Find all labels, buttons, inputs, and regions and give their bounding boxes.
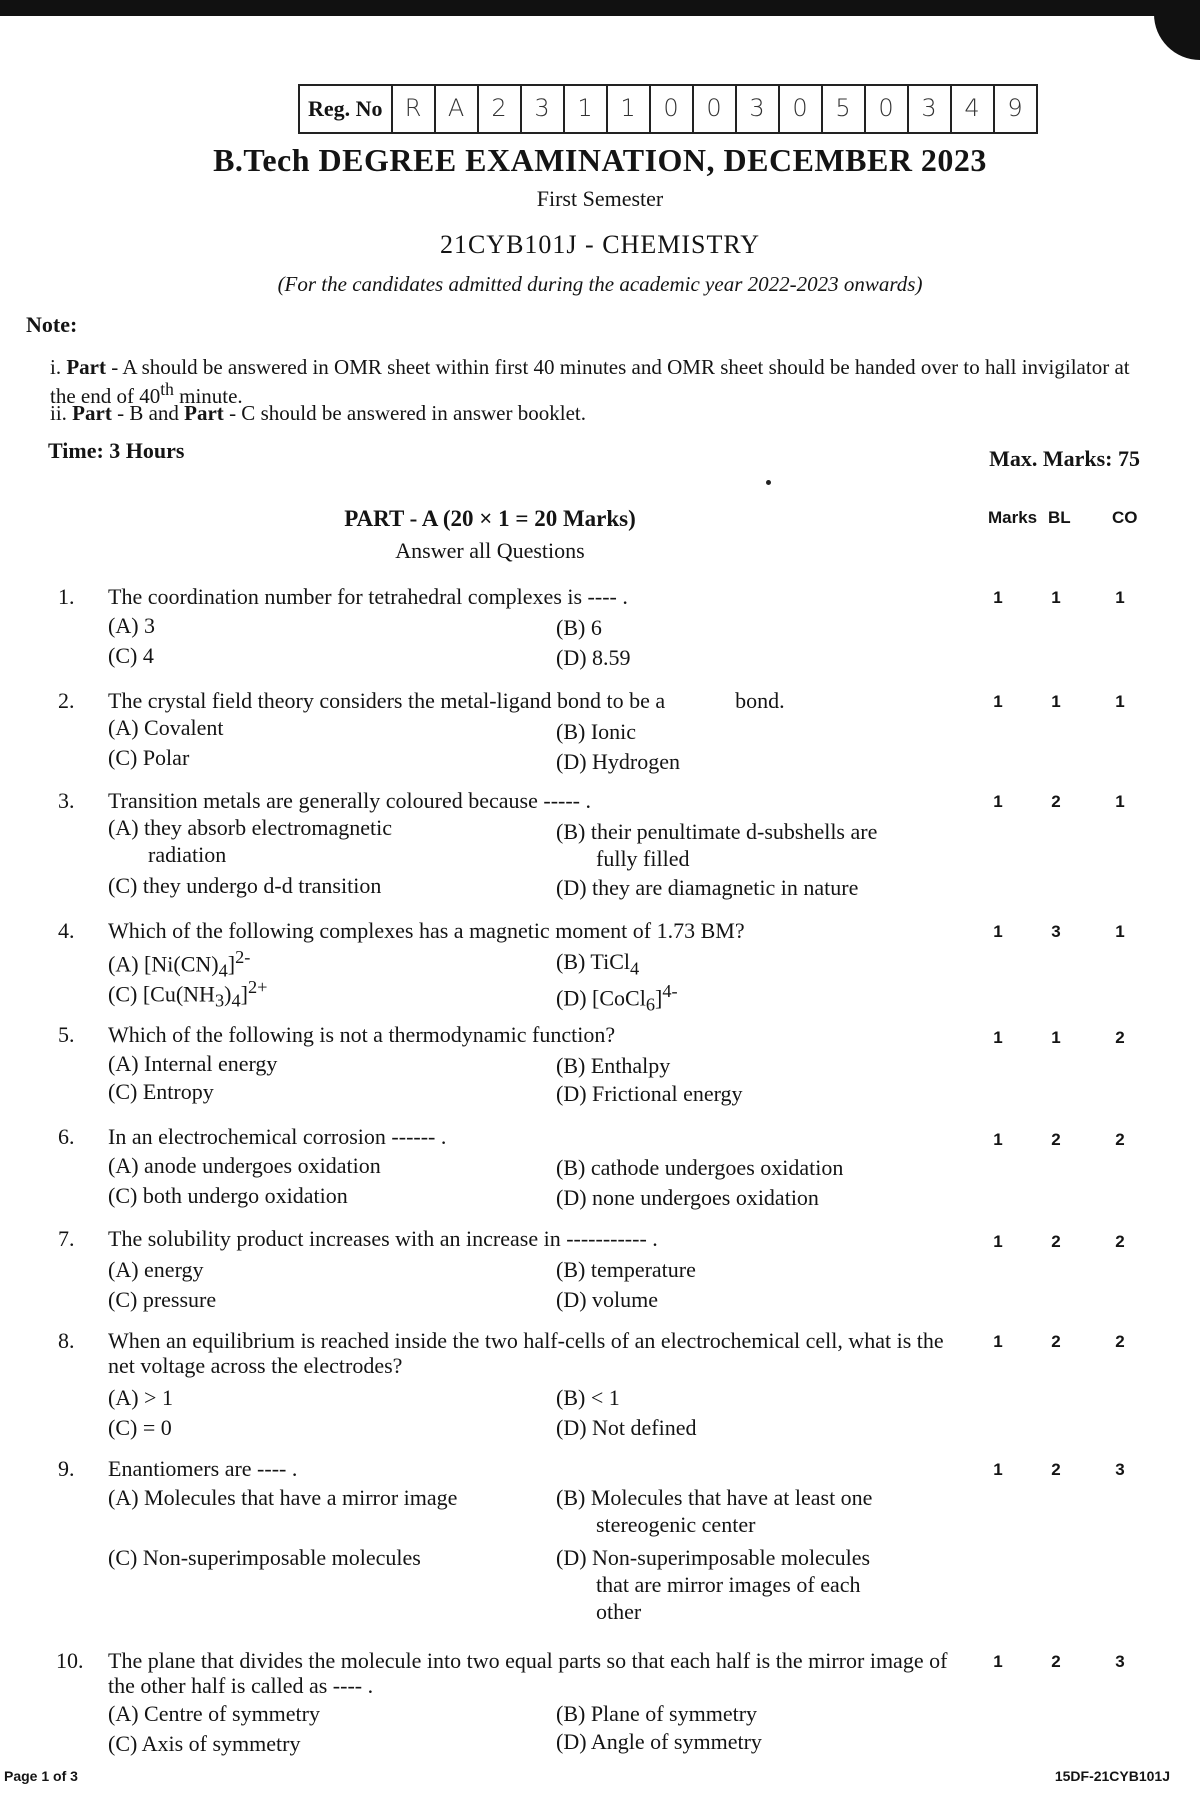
co-value: 2	[1115, 1028, 1125, 1047]
formula-sub: 6	[645, 994, 655, 1015]
question-number: 8.	[58, 1328, 75, 1353]
reg-digit: 5	[823, 86, 866, 132]
reg-digit: 3	[737, 86, 780, 132]
bl-value: 2	[1051, 1652, 1061, 1671]
option-d: (D) volume	[556, 1287, 659, 1312]
question-number: 10.	[56, 1648, 84, 1673]
reg-number-box	[298, 84, 1038, 134]
option-d	[556, 978, 956, 1019]
option-b: (B) Ionic	[556, 719, 637, 744]
option-c: (C) Non-superimposable molecules	[108, 1545, 421, 1570]
question-text: Which of the following is not a thermodynamic function?	[108, 1022, 616, 1047]
bl-value: 1	[1051, 692, 1061, 711]
question-text: Transition metals are generally coloured because ----- .	[108, 788, 592, 813]
question-number: 5.	[58, 1022, 75, 1047]
co-value: 3	[1115, 1652, 1125, 1671]
marks-value: 1	[993, 1130, 1003, 1149]
reg-digit: 0	[780, 86, 823, 132]
option-c	[108, 974, 528, 1015]
note-part: Part	[72, 401, 112, 425]
co-value: 2	[1115, 1232, 1125, 1251]
option-b: (B) Enthalpy	[556, 1053, 671, 1078]
ink-dot	[766, 480, 771, 485]
option-d-line-3: other	[596, 1599, 642, 1624]
option-c: (C) Polar	[108, 745, 190, 770]
formula-text: )	[224, 981, 232, 1007]
formula-text: ]	[240, 981, 248, 1007]
formula-sup: 2-	[235, 947, 251, 967]
option-a: (A) Centre of symmetry	[108, 1701, 320, 1726]
question-text-main: The crystal field theory considers the metal-ligand bond to be a	[108, 688, 666, 713]
part-a-subtitle: Answer all Questions	[395, 538, 585, 563]
co-value: 3	[1115, 1460, 1125, 1479]
note-item-1	[50, 356, 1160, 407]
marks-value: 1	[993, 792, 1003, 811]
option-b-line-1: (B) Molecules that have at least one	[556, 1485, 873, 1510]
formula-sub: 4	[231, 990, 241, 1011]
option-b	[556, 1484, 956, 1538]
bl-value: 2	[1051, 1332, 1061, 1351]
option-c: (C) 4	[108, 643, 154, 668]
question-number: 7.	[58, 1226, 75, 1251]
reg-digit: R	[393, 86, 436, 132]
question-text: When an equilibrium is reached inside the two half-cells of an electrochemical cell, what is the net voltage across the electrodes?	[108, 1328, 944, 1378]
question-text: The solubility product increases with an increase in ----------- .	[108, 1226, 658, 1251]
note-num: ii.	[50, 401, 67, 425]
reg-label: Reg. No	[300, 86, 393, 132]
reg-digit: 1	[565, 86, 608, 132]
formula-text: (A) [Ni(CN)	[108, 951, 219, 977]
formula-text: (D) [CoCl	[556, 985, 646, 1011]
question-number: 4.	[58, 918, 75, 943]
marks-value: 1	[993, 922, 1003, 941]
question-number: 6.	[58, 1124, 75, 1149]
formula-sub: 4	[218, 960, 228, 981]
option-d-line-1: (D) Non-superimposable molecules	[556, 1545, 871, 1570]
reg-digit: 0	[866, 86, 909, 132]
option-d: (D) Frictional energy	[556, 1081, 743, 1106]
semester: First Semester	[536, 186, 664, 211]
option-b: (B) < 1	[556, 1385, 620, 1410]
col-header-marks: Marks	[988, 508, 1038, 527]
marks-value: 1	[993, 588, 1003, 607]
option-c: (C) = 0	[108, 1415, 172, 1440]
question-text	[108, 688, 958, 713]
option-a: (A) 3	[108, 613, 156, 638]
max-marks: Max. Marks: 75	[989, 446, 1140, 471]
co-value: 2	[1115, 1332, 1125, 1351]
option-a: (A) energy	[108, 1257, 204, 1282]
note-text: - C should be answered in answer booklet.	[223, 401, 586, 425]
option-b: (B) 6	[556, 615, 602, 640]
option-c: (C) Entropy	[108, 1079, 214, 1104]
marks-value: 1	[993, 1232, 1003, 1251]
option-a-line-1: (A) they absorb electromagnetic	[108, 815, 393, 840]
note-text: - B and	[111, 401, 185, 425]
option-c: (C) Axis of symmetry	[108, 1731, 301, 1756]
option-a: (A) Covalent	[108, 715, 224, 740]
option-d: (D) none undergoes oxidation	[556, 1185, 819, 1210]
page-number: Page 1 of 3	[4, 1768, 78, 1784]
formula-text: ]	[655, 985, 663, 1011]
option-a: (A) > 1	[108, 1385, 173, 1410]
option-d: (D) they are diamagnetic in nature	[556, 875, 859, 900]
option-a: (A) Molecules that have a mirror image	[108, 1485, 458, 1510]
paper-code: 15DF-21CYB101J	[1054, 1768, 1170, 1784]
part-a-title: PART - A (20 × 1 = 20 Marks)	[344, 506, 636, 531]
note-sup: th	[160, 379, 174, 399]
question-number: 2.	[58, 688, 75, 713]
exam-title: B.Tech DEGREE EXAMINATION, DECEMBER 2023	[213, 142, 987, 178]
formula-sub: 3	[214, 990, 225, 1011]
option-b-line-2: fully filled	[596, 846, 690, 871]
marks-value: 1	[993, 1460, 1003, 1479]
option-b: (B) Plane of symmetry	[556, 1701, 758, 1726]
option-a	[108, 814, 528, 868]
bl-value: 3	[1051, 922, 1061, 941]
reg-digit: 0	[651, 86, 694, 132]
option-d: (D) 8.59	[556, 645, 631, 670]
formula-text: (C) [Cu(NH	[108, 981, 215, 1007]
reg-digit: 9	[1007, 94, 1023, 122]
note-title: Note:	[26, 312, 78, 337]
question-number: 9.	[58, 1456, 75, 1481]
admission-note: (For the candidates admitted during the academic year 2022-2023 onwards)	[277, 272, 923, 296]
option-b: (B) temperature	[556, 1257, 696, 1282]
option-a: (A) Internal energy	[108, 1051, 278, 1076]
co-value: 1	[1115, 792, 1125, 811]
option-a: (A) anode undergoes oxidation	[108, 1153, 381, 1178]
note-text: - A should be answered in OMR sheet within first 40 minutes and OMR sheet should be handed over to hall invigilator at the end of 40	[50, 355, 1130, 408]
option-b	[556, 818, 956, 872]
note-part: Part	[184, 401, 224, 425]
option-d: (D) Hydrogen	[556, 749, 681, 774]
option-c: (C) pressure	[108, 1287, 217, 1312]
option-c: (C) they undergo d-d transition	[108, 873, 382, 898]
question-text: The plane that divides the molecule into two equal parts so that each half is the mirror image of the other half is called as ---- .	[108, 1648, 948, 1698]
scan-corner-shadow	[1154, 0, 1200, 60]
option-d: (D) Not defined	[556, 1415, 697, 1440]
exam-time: Time: 3 Hours	[48, 438, 185, 463]
reg-digit: 0	[694, 86, 737, 132]
note-part: Part	[66, 355, 106, 379]
question-text: Which of the following complexes has a magnetic moment of 1.73 BM?	[108, 918, 745, 943]
option-c: (C) both undergo oxidation	[108, 1183, 348, 1208]
question-number: 3.	[58, 788, 75, 813]
note-item-2	[50, 402, 1160, 424]
note-text: minute.	[173, 384, 243, 408]
bl-value: 2	[1051, 1232, 1061, 1251]
formula-sup: 2+	[247, 977, 268, 997]
question-number: 1.	[58, 584, 75, 609]
bl-value: 1	[1051, 588, 1061, 607]
bl-value: 2	[1051, 1460, 1061, 1479]
marks-value: 1	[993, 1652, 1003, 1671]
reg-digit: 3	[909, 86, 952, 132]
co-value: 1	[1115, 692, 1125, 711]
option-d	[556, 1544, 956, 1625]
reg-digit: 4	[952, 86, 995, 132]
reg-digit: 3	[522, 86, 565, 132]
co-value: 1	[1115, 588, 1125, 607]
bl-value: 2	[1051, 792, 1061, 811]
bl-value: 1	[1051, 1028, 1061, 1047]
question-text: Enantiomers are ---- .	[108, 1456, 298, 1481]
course-code: 21CYB101J - CHEMISTRY	[439, 230, 761, 259]
formula-text: (B) TiCl	[556, 949, 630, 974]
bl-value: 2	[1051, 1130, 1061, 1149]
question-text: In an electrochemical corrosion ------ .	[108, 1124, 447, 1149]
marks-value: 1	[993, 1028, 1003, 1047]
reg-digit: 1	[608, 86, 651, 132]
co-value: 2	[1115, 1130, 1125, 1149]
option-d: (D) Angle of symmetry	[556, 1729, 762, 1754]
option-b-line-1: (B) their penultimate d-subshells are	[556, 819, 878, 844]
col-header-co: CO	[1112, 508, 1138, 527]
scan-top-border	[0, 0, 1200, 16]
option-d-line-2: that are mirror images of each	[596, 1572, 861, 1597]
reg-digit: A	[436, 86, 479, 132]
note-num: i.	[50, 355, 62, 379]
marks-value: 1	[993, 692, 1003, 711]
col-header-bl: BL	[1048, 508, 1071, 527]
option-b-line-2: stereogenic center	[596, 1512, 756, 1537]
formula-text: ]	[227, 951, 236, 977]
co-value: 1	[1115, 922, 1125, 941]
formula-sub: 4	[630, 958, 640, 979]
question-text: The coordination number for tetrahedral complexes is ---- .	[108, 584, 628, 609]
option-b: (B) cathode undergoes oxidation	[556, 1155, 844, 1180]
question-text-tail: bond.	[735, 688, 785, 713]
marks-value: 1	[993, 1332, 1003, 1351]
formula-sup: 4-	[662, 981, 678, 1001]
option-a-line-2: radiation	[148, 842, 227, 867]
reg-digit: 2	[479, 86, 522, 132]
